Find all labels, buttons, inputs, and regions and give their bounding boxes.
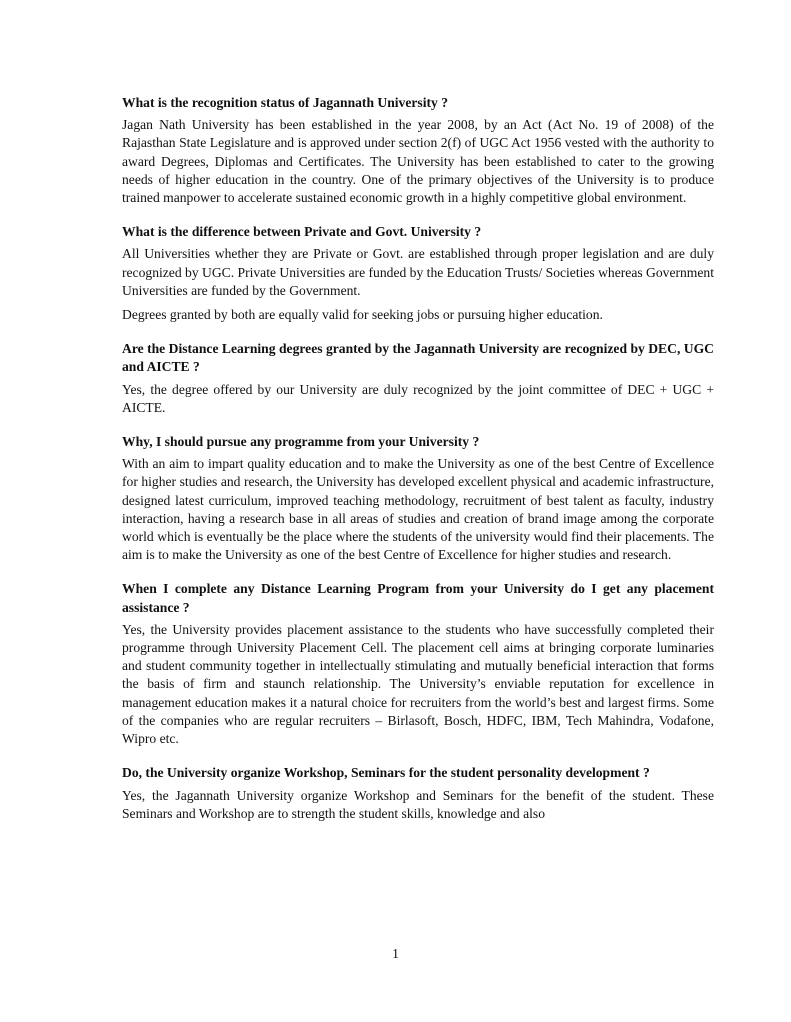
faq-answer: All Universities whether they are Private or Govt. are established through proper legislation and are duly recognized by UGC. Private Universities are funded by the Education Trusts/ Societies whereas Government Universities are funded by the Government. xyxy=(122,246,714,298)
faq-answer: Yes, the University provides placement assistance to the students who have successfully completed their programme through University Placement Cell. The placement cell aims at bringing corporate luminaries and student community together in intellectually stimulating and mutually beneficial interaction that forms the basis of firm and staunch relationship. The University’s enviable reputation for excellence in management education makes it a natural choice for recruiters from the world’s best and largest firms. Some of the companies who are regular recruiters – Birlasoft, Bosch, HDFC, IBM, Tech Mahindra, Vodafone, Wipro etc. xyxy=(122,621,714,747)
faq-item-placement xyxy=(122,580,714,748)
faq-answer: Yes, the degree offered by our University are duly recognized by the joint committee of DEC + UGC + AICTE. xyxy=(122,381,714,415)
faq-question: Do, the University organize Workshop, Seminars for the student personality development ? xyxy=(122,765,650,781)
faq-item-private-vs-govt xyxy=(122,223,714,324)
page-number: 1 xyxy=(392,946,399,961)
document-page xyxy=(122,94,714,839)
faq-question: Why, I should pursue any programme from your University ? xyxy=(122,434,480,450)
faq-answer: With an aim to impart quality education and to make the University as one of the best Centre of Excellence for higher studies and research, the University has developed excellent physical and academic infrastructure, designed latest curriculum, improved teaching methodology, recruitment of best talent as faculty, industry interaction, having a research base in all areas of studies and creation of brand image among the corporate world which is eventually be the place where the students of the university would find their placements. The aim is to make the University as one of the best Centre of Excellence for higher studies and research. xyxy=(122,456,714,563)
faq-question: What is the difference between Private and Govt. University ? xyxy=(122,224,482,240)
faq-answer: Degrees granted by both are equally valid for seeking jobs or pursuing higher education. xyxy=(122,307,603,323)
faq-answer: Jagan Nath University has been established in the year 2008, by an Act (Act No. 19 of 2008) of the Rajasthan State Legislature and is approved under section 2(f) of UGC Act 1956 vested with the authority to award Degrees, Diplomas and Certificates. The University has been established to cater to the growing needs of higher education in the country. One of the primary objectives of the University is to produce trained manpower to accelerate sustained economic growth in a highly competitive global environment. xyxy=(122,117,714,206)
faq-item-why-pursue xyxy=(122,433,714,564)
faq-item-distance-recognition xyxy=(122,340,714,417)
faq-item-workshops xyxy=(122,764,714,823)
faq-question: When I complete any Distance Learning Program from your University do I get any placement assistance ? xyxy=(122,581,714,615)
faq-answer: Yes, the Jagannath University organize Workshop and Seminars for the benefit of the student. These Seminars and Workshop are to strength the student skills, knowledge and also xyxy=(122,787,714,821)
faq-question: What is the recognition status of Jagannath University ? xyxy=(122,95,449,110)
faq-item-recognition xyxy=(122,94,714,207)
faq-question: Are the Distance Learning degrees granted by the Jagannath University are recognized by DEC, UGC and AICTE ? xyxy=(122,341,714,375)
